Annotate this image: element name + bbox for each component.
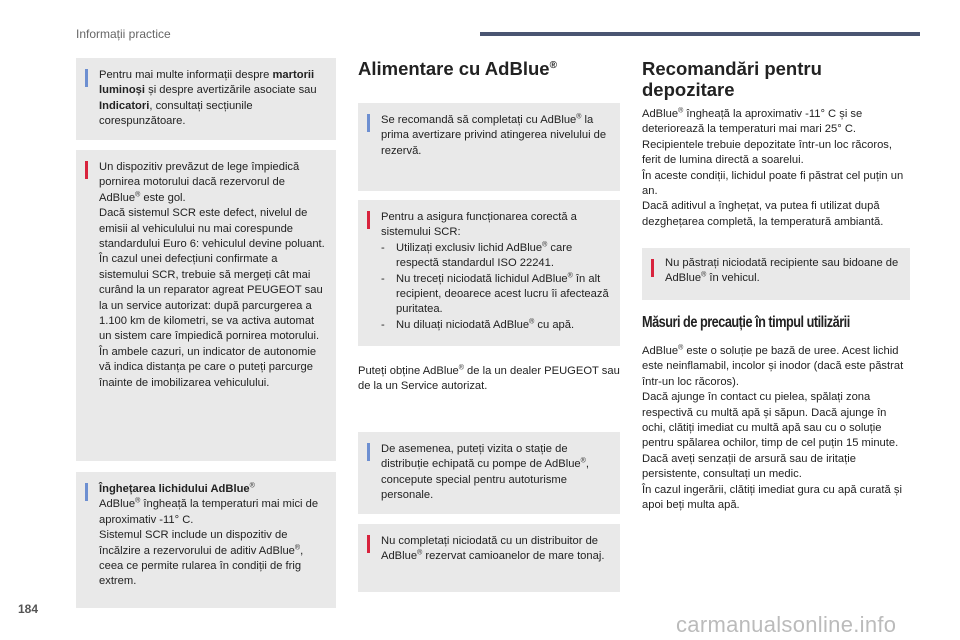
warning-icon <box>367 211 370 229</box>
info-icon <box>85 69 88 87</box>
warning-box-scr <box>76 150 336 461</box>
warning-icon <box>651 259 654 277</box>
warning-text-2: Dacă sistemul SCR este defect, nivelul de emisii al vehiculului nu mai corespunde standardului Euro 6: vehiculul devine poluant. <box>99 207 325 251</box>
list-item: - Utilizați exclusiv lichid AdBlue® care respectă standardul ISO 22241. <box>381 241 610 272</box>
freeze-text-2: Sistemul SCR include un dispozitiv de încălzire a rezervorului de aditiv AdBlue®, ceea ce permite rularea în condiții de frig extrem. <box>99 529 304 588</box>
storage-warning-text: Nu păstrați niciodată recipiente sau bidoane de AdBlue® în vehicul. <box>665 257 899 285</box>
station-text: De asemenea, puteți vizita o stație de distribuție echipată cu pompe de AdBlue®, concepute special pentru autoturisme personale. <box>381 443 589 502</box>
section-heading-refill: Alimentare cu AdBlue® <box>358 58 557 79</box>
list-item: - Nu treceți niciodată lichidul AdBlue® în alt recipient, deoarece acest lucru îi afectează puritatea. <box>381 272 610 318</box>
warning-box-truck-pumps <box>358 524 620 592</box>
storage-paragraph: AdBlue® îngheață la aproximativ -11° C și se deteriorează la temperaturi mai mari 25° C. Recipientele trebuie depozitate într-un loc răcoros, ferit de lumina directă a soarelui. În aceste condiții, lichidul poate fi păstrat cel puțin un an. Dacă aditivul a înghețat, va putea fi utilizat după dezghețarea completă, la temperatură ambiantă. <box>642 107 904 228</box>
header-bar <box>480 32 920 36</box>
info-box-reserve <box>358 103 620 191</box>
warning-text-3: În cazul unei defecțiuni confirmate a sistemului SCR, trebuie să mergeți cât mai curând la un reparator agreat PEUGEOT sau la un service autorizat: după parcurgerea a 1.100 km de kilometri, se va activa automat un sistem care împiedică pornirea motorului. <box>99 253 323 343</box>
truck-pumps-text: Nu completați niciodată cu un distribuitor de AdBlue® rezervat camioanelor de mare tonaj. <box>381 535 605 563</box>
warning-icon <box>85 161 88 179</box>
info-box-freezing <box>76 472 336 608</box>
info-text: Pentru mai multe informații despre martorii luminoși și despre avertizările asociate sau Indicatori, consultați secțiunile corespunzătoare. <box>99 69 317 128</box>
info-box-indicators <box>76 58 336 140</box>
list-item: - Nu diluați niciodată AdBlue® cu apă. <box>381 318 610 333</box>
section-heading-storage: Recomandări pentru depozitare <box>642 58 822 100</box>
section-heading-precautions: Măsuri de precauție în timpul utilizării <box>642 314 850 331</box>
precautions-paragraph: AdBlue® este o soluție pe bază de uree. Acest lichid este neinflamabil, incolor și inodor (dacă este păstrat într-un loc răcoros). Dacă ajunge în contact cu pielea, spălați zona respectivă cu multă apă și săpun. Dacă ajunge în ochi, clătiți imediat cu multă apă sau cu o soluție pentru spălarea ochilor, timp de cel puțin 15 minute. Dacă aveți senzații de arsură sau de iritație persistente, consultați un medic. În cazul ingerării, clătiți imediat gura cu apă curată și apoi beți multa apă. <box>642 344 904 512</box>
freeze-title: Înghețarea lichidului AdBlue® <box>99 482 255 495</box>
info-icon <box>85 483 88 501</box>
page-number: 184 <box>18 602 39 616</box>
warning-icon <box>367 535 370 553</box>
warning-text-4: În ambele cazuri, un indicator de autonomie vă indica distanța pe care o puteți parcurge înainte de imobilizarea vehiculului. <box>99 345 317 389</box>
scr-rules-list <box>381 241 610 333</box>
warning-box-storage <box>642 248 910 300</box>
scr-intro: Pentru a asigura funcționarea corectă a sistemului SCR: <box>381 211 577 239</box>
freeze-text-1: AdBlue® îngheață la temperaturi mai mici de aproximativ -11° C. <box>99 497 319 526</box>
reserve-text: Se recomandă să completați cu AdBlue® la prima avertizare privind atingerea nivelului de rezervă. <box>381 113 607 157</box>
warning-text-1: Un dispozitiv prevăzut de lege împiedică pornirea motorului dacă rezervorul de AdBlue® este gol. <box>99 161 300 204</box>
info-icon <box>367 443 370 461</box>
dealer-paragraph: Puteți obține AdBlue® de la un dealer PEUGEOT sau de la un Service autorizat. <box>358 364 620 393</box>
warning-box-scr-operation <box>358 200 620 346</box>
info-icon <box>367 114 370 132</box>
section-header: Informații practice <box>76 27 171 41</box>
watermark: carmanualsonline.info <box>676 612 897 637</box>
info-box-station <box>358 432 620 514</box>
